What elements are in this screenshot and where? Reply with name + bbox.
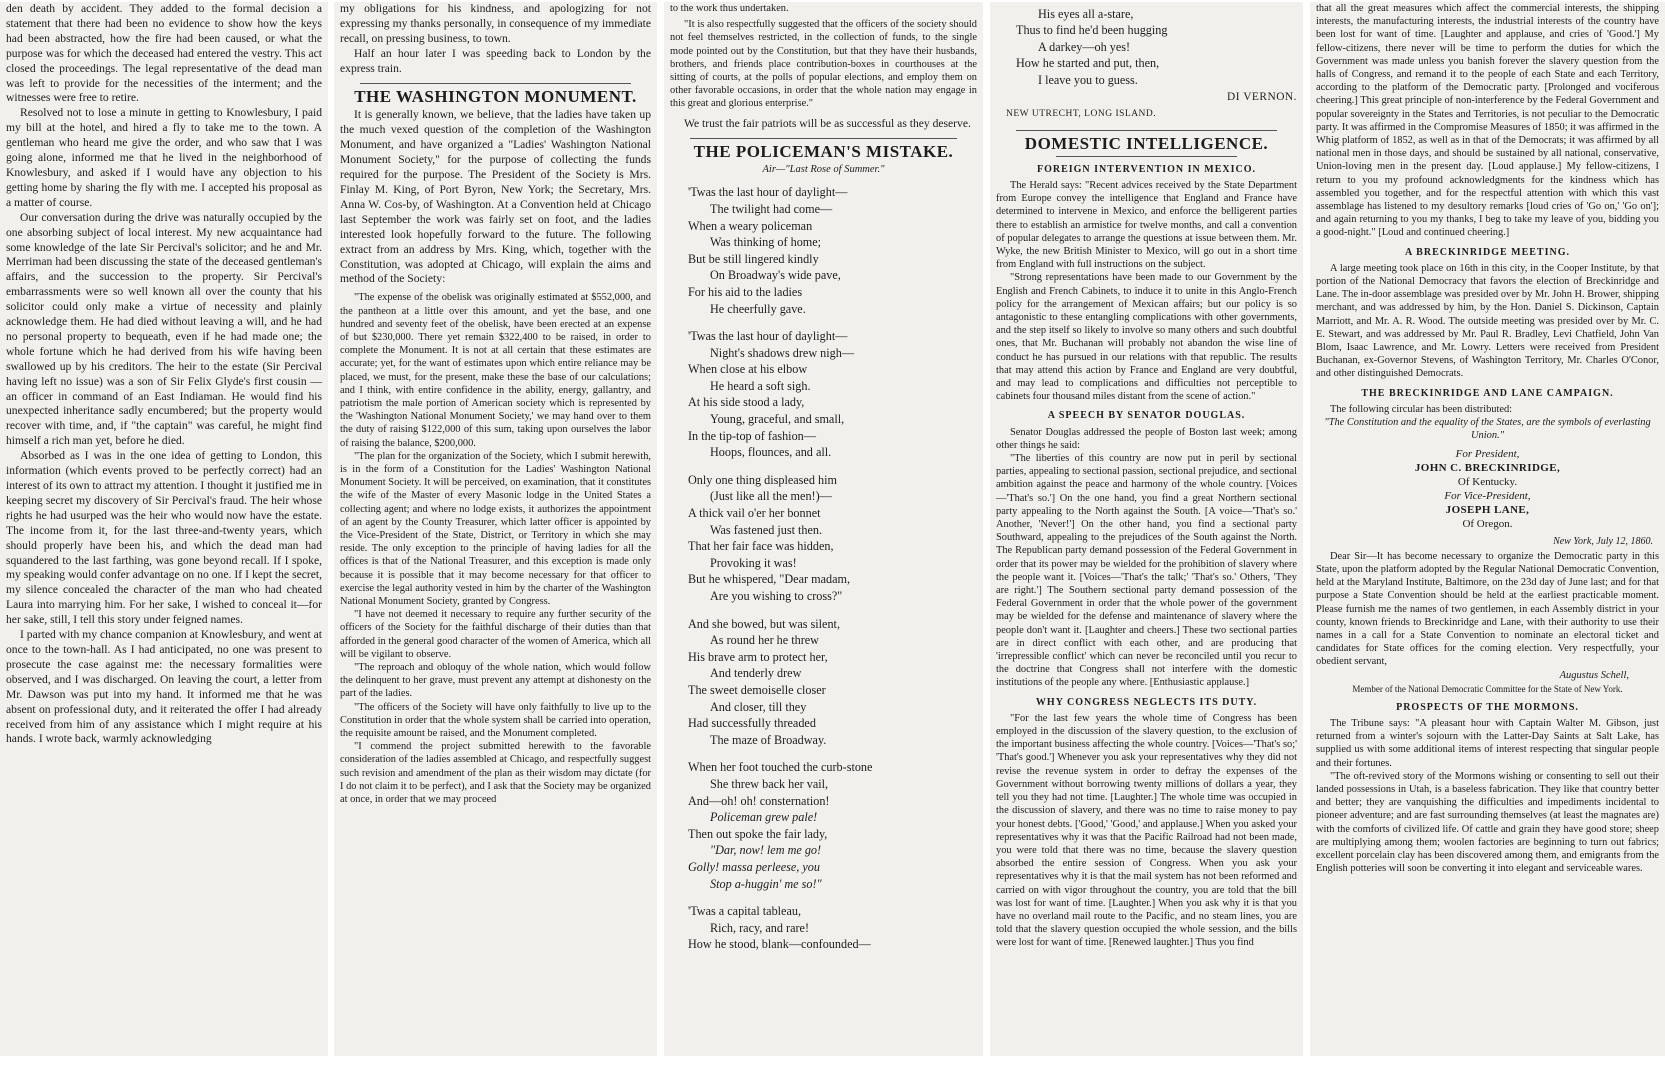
paragraph: The following circular has been distributed: — [1330, 403, 1513, 415]
verse-line: Thus to find he'd been hugging — [1016, 23, 1168, 38]
paragraph: It is generally known, we believe, that the ladies have taken up the much vexed question of the completion of the Washington Monument, and have organized a "Ladies' Washington National Monument Society," for the purpose of collecting the funds required for the purpose. The President of the Society is Mrs. Finlay M. King, of Port Byron, New York; the Secretary, Mrs. Anna W. Cos-by, of Washington. At a Convention held at Chicago last September the work was fairly set on foot, and the ladies interested look hopefully forward to the future. The following extract from an address by Mrs. King, which, together with the Constitution, was adopted at Chicago, will explain the aims and method of the Society: — [340, 108, 651, 286]
verse-line: 'Twas the last hour of daylight— — [688, 329, 848, 344]
paragraph: Half an hour later I was speeding back to London by the express train. — [340, 46, 651, 75]
paragraph: "For the last few years the whole time of Congress has been employed in the discussion of the slavery question, to the exclusion of the important business affecting the whole country. [Voices—'That's so;' 'That's good.'] Whenever you ask your representatives why they did not revise the revenue system in order to defray the expenses of the Government without borrowing twenty millions of dollars a year, they tell you they had not time. [Laughter.] The whole time was occupied in the discussion of slavery, and there was no time to raise money to pay your honest debts. ['Good,' 'Good,' and applause.] When you asked your representatives why it was that the Pacific Railroad had not been made, you were told that there was no time, because the slavery question absorbed the entire session of Congress. When you ask your representatives why it is that the mail system has not been reformed and carried on with vigor throughout the country, you are told that the bill was lost for want of time. [Laughter.] When you ask why it is that you have no overland mail route to the Pacific, and no steam lines, you are told that the slavery question occupied the whole session, and the bills were lost for want of time. [Renewed laughter.] Thus you find — [996, 712, 1297, 949]
poem-signature: DI VERNON. — [1227, 91, 1297, 104]
verse-line: When close at his elbow — [688, 362, 808, 377]
stanza-5 — [688, 759, 977, 892]
heading-domestic-intelligence: DOMESTIC INTELLIGENCE. — [1024, 133, 1269, 153]
column-1 — [0, 2, 328, 1056]
quote-paragraph: "I have not deemed it necessary to require any further security of the officers of the Society for the faithful discharge of their duties than that afforded in the general good character of the women of America, which all will be vigilant to observe. — [340, 609, 651, 660]
verse-line: In the tip-top of fashion— — [688, 428, 816, 443]
president-state: Of Kentucky. — [1457, 475, 1518, 488]
verse-line: Then out spoke the fair lady, — [688, 826, 828, 841]
paragraph: A large meeting took place on 16th in this city, in the Cooper Institute, by that portion of the National Democracy that favors the election of Breckinridge and Lane. The in-door assemblage was presided over by Mr. John H. Brower, shipping merchant, and was addressed by him, by the Hon. Daniel S. Dickinson, Captain Marriott, and Mr. A. R. Wood. The outside meeting was presided over by Mr. C. E. Stewart, and was addressed by Mr. Paul R. Bradley, Levi Chatfield, John Van Blom, Isaac Lawrence, and Mr. Lowry. Letters were received from President Buchanan, ex-Governor Stevens, of Washington Territory, Mr. Charles O'Conor, and other distinguished Democrats. — [1316, 262, 1659, 380]
verse-line: (Just like all the men!)— — [710, 489, 832, 504]
verse-line: Policeman grew pale! — [710, 810, 818, 825]
signer-title: Member of the National Democratic Committee for the State of New York. — [1352, 683, 1623, 694]
column-2 — [334, 2, 657, 1056]
paragraph: We trust the fair patriots will be as successful as they deserve. — [684, 116, 971, 130]
stanza-1 — [688, 184, 977, 317]
paragraph: "Strong representations have been made to our Government by the English and French Cabinets, to induce it to unite in this Anglo-French policy for the arrangement of Mexican affairs; but our policy is so antagonistic to these entangling complications with other governments, and the step itself so likely to involve so many others and such doubtful ones, that Mr. Buchanan will probably not abandon the wise line of conduct he has pursued in our relations with that republic. The results that may attend this action by France and England are very doubtful, and may lead to complications and difficulties not perceptible to cabinets four thousand miles distant from the scene of action." — [996, 272, 1297, 403]
divider — [1016, 130, 1277, 131]
motto: "The Constitution and the equality of the States, are the symbols of everlasting Union." — [1324, 417, 1651, 442]
verse-line: When her foot touched the curb-stone — [688, 760, 873, 775]
signer: Augustus Schell, — [1559, 669, 1629, 681]
verse-line: Stop a-huggin' me so!" — [710, 876, 822, 891]
quote-paragraph: "It is also respectfully suggested that the officers of the society should not feel themselves restricted, in the collection of funds, to the single mode pointed out by the Constitution, but that they have their husbands, brothers, and friends place contribution-boxes in courthouses at the sitting of courts, at the polls of popular elections, and employ them on other favorable occasions, in order that the whole nation may engage in this great and glorious enterprise." — [670, 19, 977, 110]
verse-line: Was thinking of home; — [710, 235, 822, 250]
verse-line: Only one thing displeased him — [688, 472, 837, 487]
verse-line: His brave arm to protect her, — [688, 649, 828, 664]
paragraph: "The oft-revived story of the Mormons wishing or consenting to sell out their landed possessions in Utah, is a baseless fabrication. They like that country better and better; they are vanquishing the difficulties and impediments incidental to pioneer adventure; and are fast surrounding themselves (at least the magnates are) with the comforts of civilized life. Of cattle and grain they have good store; sheep are multiplying among them; woolen factories are beginning to turn out fabrics; excellent porcelain clay has been discovered among them, and emigrants from the English potteries will soon be converting it into elegant and serviceable wares. — [1316, 770, 1659, 875]
stanza-4 — [688, 616, 977, 749]
verse-line: Golly! massa perleese, you — [688, 859, 820, 874]
stanza-6 — [688, 903, 977, 953]
verse-line: He heard a soft sigh. — [710, 378, 811, 393]
verse-line: On Broadway's wide pave, — [710, 268, 841, 283]
verse-line: And—oh! oh! consternation! — [688, 793, 830, 808]
verse-line: And she bowed, but was silent, — [688, 616, 840, 631]
paragraph: my obligations for his kindness, and apologizing for not expressing my thanks personally, in consequence of my immediate recall, on pressing business, to town. — [340, 2, 651, 45]
verse-line: But he whispered, "Dear madam, — [688, 572, 851, 587]
verse-line: A thick vail o'er her bonnet — [688, 506, 821, 521]
verse-line: She threw back her vail, — [710, 776, 829, 791]
verse-line: He cheerfully gave. — [710, 301, 806, 316]
divider — [360, 83, 631, 84]
verse-line: As round her he threw — [710, 633, 819, 648]
vice-president-name: JOSEPH LANE, — [1445, 503, 1530, 516]
column-3 — [664, 2, 983, 1056]
label-for-president: For President, — [1455, 447, 1520, 460]
column-5 — [1310, 2, 1665, 1056]
column-4 — [990, 2, 1303, 1056]
verse-line: His eyes all a-stare, — [1038, 7, 1134, 21]
dateline: New York, July 12, 1860. — [1553, 535, 1653, 547]
candidates-block — [1316, 447, 1659, 531]
verse-line: For his aid to the ladies — [688, 284, 803, 299]
divider — [690, 138, 957, 139]
verse-line: Provoking it was! — [710, 555, 797, 570]
president-name: JOHN C. BRECKINRIDGE, — [1414, 461, 1561, 474]
verse-line: Hoops, flounces, and all. — [710, 445, 832, 460]
subheading: THE BRECKINRIDGE AND LANE CAMPAIGN. — [1361, 387, 1614, 399]
quoted-address — [340, 291, 651, 806]
subheading: PROSPECTS OF THE MORMONS. — [1396, 701, 1579, 713]
quote-paragraph: "The expense of the obelisk was originally estimated at $552,000, and the pantheon at a little over this amount, and yet the base, and one hundred and seventy feet of the obelisk, have been erected at an expense of but $230,000. There yet remain $322,400 to be raised, in order to complete the Monument. It is not at all certain that these estimates are accurate; yet, for the want of estimates upon which entire reliance may be placed, we must, for the present, make these the base of our calculations; and I think, with entire confidence in the ability, energy, gallantry, and patriotism the male portion of American society which is represented by the 'Washington National Monument Society,' we may hand over to them the duty of raising $122,000 of this sum, taking upon ourselves the labor of raising the balance, $200,000. — [340, 292, 651, 449]
paragraph: that all the great measures which affect the commercial interests, the shipping interests, the manufacturing interests, the industrial interests of the country have been lost for want of time. [Laughter and applause, and cries of 'Good.'] My fellow-citizens, there never will be time to perform the duties for which the Government was made unless you banish forever the slavery question from the halls of Congress, and remand it to the people of each State and each Territory, according to the platform of the Democratic party. [Prolonged and vociferous cheering.] This great principle of non-interference by the Federal Government and popular sovereignty in the States and Territories, is not peculiar to the Democratic party. It was affirmed in the Compromise Measures of 1850; it was affirmed in the Whig platform of 1852, as well as in that of the Democrats; it was affirmed by all national men in those days, and should be sustained by all national, conservative, Union-loving men in the present day. [Loud applause.] My fellow-citizens, I return to you my profound acknowledgments for the kindness which has assembled you together, and for the respectful attention with which this vast assemblage has listened to my desultory remarks [loud cries of 'Go on,' 'Go on']; and again returning to you my thanks, I beg to take my leave of you, bidding you a good-night." [Loud and continued cheering.] — [1316, 3, 1659, 239]
verse-line: The twilight had come— — [710, 201, 833, 216]
paragraph: I parted with my chance companion at Knowlesbury, and went at once to the town-hall. As I had anticipated, no one was present to prosecute the case against me: the necessary formalities were observed, and I was discharged. On leaving the court, a letter from Mr. Dawson was put into my hand. It informed me that he was absent on professional duty, and it reiterated the offer I had already received from him of any assistance which I might require at his hands. I wrote back, warmly acknowledging — [6, 628, 322, 746]
quote-paragraph: "I commend the project submitted herewith to the favorable consideration of the ladies assembled at Chicago, and respectfully suggest such revision and amendment of the plan as their wisdom may dictate (for I do not claim it to be perfect), and I ask that the Society may be organized at once, in order that we may proceed — [340, 741, 651, 806]
quote-paragraph: "The plan for the organization of the Society, which I submit herewith, is in the form of a Constitution for the Ladies' Washington National Monument Society. It will be perceived, on examination, that it constitutes the wife of the Master of every Masonic lodge in the United States a collecting agent; and where no lodge exists, it authorizes the appointment of an agent by the County Treasurer, which latter officer is appointed by the Vice-President of the State, District, or Territory in which she may reside. The only exception to the principle of having ladies for all the offices is that of the National Treasurer, and this exception is made only because it is possible that it may become necessary for that officer to exercise the legal authority vested in him by the charter of the Washington National Monument Society, granted by Congress. — [340, 450, 651, 607]
paragraph: to the work thus undertaken. — [670, 3, 789, 14]
verse-line: 'Twas the last hour of daylight— — [688, 185, 848, 200]
stanza-2 — [688, 328, 977, 461]
subheading: A BRECKINRIDGE MEETING. — [1405, 246, 1570, 258]
subheading: FOREIGN INTERVENTION IN MEXICO. — [1036, 163, 1256, 175]
verse-line: And closer, till they — [710, 699, 807, 714]
heading-washington-monument: THE WASHINGTON MONUMENT. — [354, 86, 637, 106]
paragraph: Resolved not to lose a minute in getting to Knowlesbury, I paid my bill at the hotel, and hired a fly to take me to the town. A gentleman who heard me give the order, and who saw that I was going alone, informed me that he lived in the neighborhood of Knowlesbury, and asked if I would have any objection to his getting home by sharing the fly with me. I accepted his proposal as a matter of course. — [6, 106, 322, 209]
verse-line: A darkey—oh yes! — [1038, 39, 1131, 54]
heading-policemans-mistake: THE POLICEMAN'S MISTAKE. — [693, 141, 954, 161]
verse-line: How he started and put, then, — [1016, 56, 1160, 71]
verse-line: "Dar, now! lem me go! — [710, 843, 822, 858]
paragraph: den death by accident. They added to the formal decision a statement that there had been no evidence to show how the keys had been abstracted, how the fire had been caused, or what the purpose was for which the deceased had entered the vestry. This act closed the proceedings. The legal representative of the dead man was left to provide for the necessities of the interment; and the witnesses were free to retire. — [6, 2, 322, 105]
verse-line: Rich, racy, and rare! — [710, 920, 810, 935]
stanza-3 — [688, 472, 977, 605]
verse-line: How he stood, blank—confounded— — [688, 937, 871, 952]
verse-line: Was fastened just then. — [710, 522, 823, 537]
air-line: Air—"Last Rose of Summer." — [762, 164, 885, 176]
verse-line: I leave you to guess. — [1038, 72, 1138, 87]
paragraph: Absorbed as I was in the one idea of getting to London, this information (which events proved to be perfectly correct) had an interest of its own to attract my attention. I thought it justified me in keeping secret my discovery of Sir Percival's fraud. The heir whose rights he had usurped was the heir who would now have the estate. The income from it, for the last three-and-twenty years, which should properly have been his, and which the dead man had squandered to the last farthing, was gone beyond recall. If I spoke, my speaking would confer advantage on no one. If I kept the secret, my silence concealed the character of the man who had cheated Laura into marrying him. For her sake, I wished to conceal it—for her sake, still, I tell this story under feigned names. — [6, 449, 322, 627]
verse-line: And tenderly drew — [710, 666, 802, 681]
paragraph: The Herald says: "Recent advices received by the State Department from Europe convey the intelligence that England and France have determined to intervene in Mexico, and enforce the belligerent parties there to establish an armistice for twelve months, and call a convention of popular delegates to arrange the questions at issue between them. Mr. Wyke, the new British Minister to Mexico, will go out in a short time from England with full instructions on the subject. — [996, 179, 1297, 271]
paragraph: "The liberties of this country are now put in peril by sectional parties, appealing to sectional passion, sectional prejudice, and sectional ambition against the peace and harmony of the whole country. [Voices—'That's so.'] On the one hand, you find a great Northern sectional party appealing to the North against the South. [A voice—'That's so.' Another, 'Never!'] On the other hand, you find a sectional party Southward, appealing to the prejudices of the South against the North. The Republican party demand possession of the Federal Government in order that its power may be wielded for the prohibition of slavery where the people want it. [Voices—'That's the talk;' 'That's so.' Others, 'They are right.'] The Southern sectional party demand possession of the Federal Government in order that the whole power of the government may be wielded for the defense and maintenance of slavery where the people don't want it. [Laughter and cheers.] These two sectional parties are in direct conflict with each other, and are producing that 'irrepressible conflict' which can never be reconciled until you recur to the doctrine that Congress shall not interfere with the domestic institutions of the people any where. [Enthusiastic applause.] — [996, 453, 1297, 689]
verse-line: Young, graceful, and small, — [710, 412, 845, 427]
divider — [1056, 156, 1237, 157]
paragraph: Senator Douglas addressed the people of Boston last week; among other things he said: — [996, 426, 1297, 451]
verse-line: Are you wishing to cross?" — [710, 589, 843, 603]
verse-line: At his side stood a lady, — [688, 395, 805, 410]
quote-paragraph: "The officers of the Society will have only faithfully to live up to the Constitution in order that the whole system shall be carried into operation, the requisite amount be raised, and the Monument completed. — [340, 701, 651, 740]
poem-conclusion — [1016, 6, 1297, 88]
poem-place: NEW UTRECHT, LONG ISLAND. — [1006, 108, 1157, 119]
verse-line: When a weary policeman — [688, 218, 813, 233]
verse-line: Night's shadows drew nigh— — [710, 345, 855, 360]
label-for-vice-president: For Vice-President, — [1444, 489, 1531, 502]
article-body — [996, 163, 1297, 950]
verse-line: But be still lingered kindly — [688, 251, 819, 266]
verse-line: Had successfully threaded — [688, 716, 816, 731]
verse-line: The maze of Broadway. — [710, 732, 827, 747]
verse-line: The sweet demoiselle closer — [688, 682, 826, 697]
subheading: WHY CONGRESS NEGLECTS ITS DUTY. — [1035, 696, 1258, 708]
verse-line: 'Twas a capital tableau, — [688, 904, 802, 919]
paragraph: Our conversation during the drive was naturally occupied by the one absorbing subject of local interest. My new acquaintance had some knowledge of the late Sir Percival's solicitor; and he and Mr. Merriman had been discussing the state of the deceased gentleman's affairs, and the succession to the property. Sir Percival's embarrassments were so well known all over the county that his solicitor could only make a virtue of necessity and plainly acknowledge them. He had died without leaving a will, and he had no personal property to bequeath, even if he had made one; the whole fortune which he had derived from his wife having been swallowed up by his creditors. The heir to the estate (Sir Percival having left no issue) was a son of Sir Felix Glyde's first cousin —an officer in command of an East Indiaman. He would find his unexpected inheritance sadly encumbered; but the property would recover with time, and, if "the captain" was careful, he might find himself a rich man yet, before he died. — [6, 210, 322, 448]
paragraph: The Tribune says: "A pleasant hour with Captain Walter M. Gibson, just returned from a winter's sojourn with the Latter-Day Saints at Salt Lake, has supplied us with some additional items of interest respecting that singular people and their fortunes. — [1316, 717, 1659, 769]
subheading: A SPEECH BY SENATOR DOUGLAS. — [1047, 410, 1246, 422]
vice-president-state: Of Oregon. — [1462, 517, 1513, 530]
paragraph: Dear Sir—It has become necessary to organize the Democratic party in this State, upon the platform adopted by the Regular National Democratic Convention, held at the Maryland Institute, Baltimore, on the 23d day of June last; and for that purpose a State Convention should be held at the earliest practicable moment. Please furnish me the names of two gentlemen, in each Assembly district in your county, known friends to Breckinridge and Lane, with their authority to use their names in a call for a State Convention to nominate an electoral ticket and candidates for State offices for the coming election. Very respectfully, your obedient servant, — [1316, 550, 1659, 668]
quote-paragraph: "The reproach and obloquy of the whole nation, which would follow the delinquent to her grave, must prevent any attempt at dishonesty on the part of the ladies. — [340, 662, 651, 700]
verse-line: That her fair face was hidden, — [688, 539, 834, 554]
